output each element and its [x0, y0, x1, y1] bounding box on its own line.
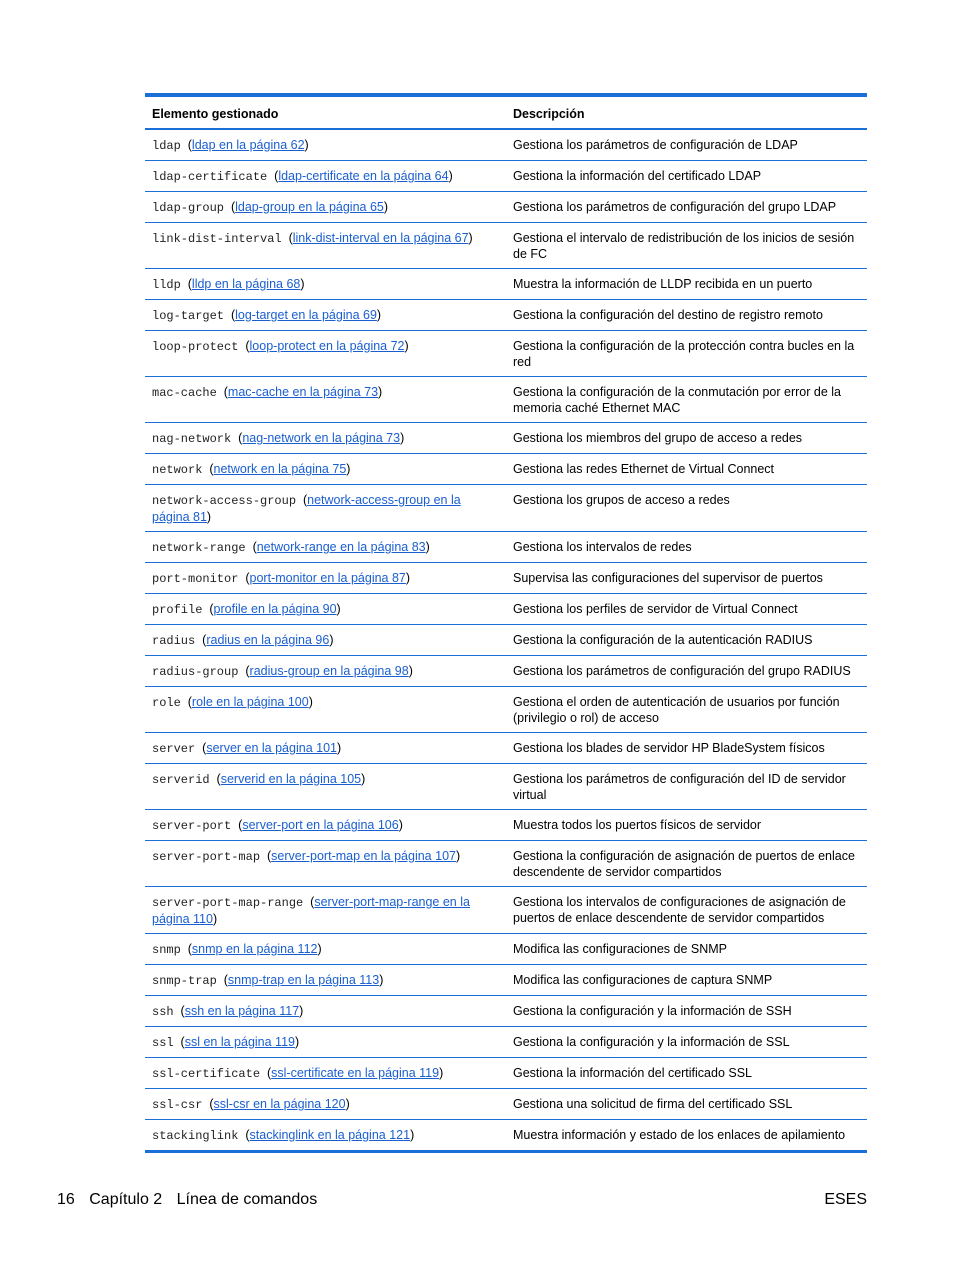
description-cell: Supervisa las configuraciones del supervisor de puertos	[513, 571, 823, 585]
paren-open: (	[296, 493, 308, 507]
paren-open: (	[180, 277, 192, 291]
page-reference-link[interactable]: radius-group en la página 98	[249, 664, 409, 678]
command-name: ldap	[152, 139, 181, 153]
description-cell: Modifica las configuraciones de captura SNMP	[513, 973, 773, 987]
command-name: link-dist-interval	[152, 232, 282, 246]
managed-element-cell	[145, 377, 506, 423]
paren-open: (	[173, 1035, 185, 1049]
page-reference-link[interactable]: ldap-group en la página 65	[235, 200, 384, 214]
page-reference-link[interactable]: snmp en la página 112	[191, 942, 318, 956]
page-reference-link[interactable]: loop-protect en la página 72	[249, 339, 405, 353]
table-row	[145, 331, 867, 377]
command-name: radius-group	[152, 665, 239, 679]
page-reference-link[interactable]: network-access-group en la página 81	[152, 493, 461, 524]
table-row	[145, 1089, 867, 1120]
paren-close: )	[212, 912, 218, 926]
description-cell: Gestiona la configuración de la protección contra bucles en la red	[513, 339, 855, 369]
description-cell: Muestra todos los puertos físicos de servidor	[513, 818, 762, 832]
command-name: role	[152, 696, 181, 710]
description-cell: Gestiona los parámetros de configuración del grupo LDAP	[513, 200, 837, 214]
table-row	[145, 1120, 867, 1152]
managed-element-cell	[145, 1027, 506, 1058]
paren-open: (	[238, 664, 250, 678]
table-row	[145, 161, 867, 192]
paren-close: )	[404, 339, 409, 353]
description-cell: Gestiona los parámetros de configuración del grupo RADIUS	[513, 664, 851, 678]
paren-close: )	[405, 571, 411, 585]
command-name: port-monitor	[152, 572, 239, 586]
paren-open: (	[224, 200, 236, 214]
page-reference-link[interactable]: ssl-csr en la página 120	[213, 1097, 346, 1111]
paren-close: )	[304, 138, 309, 152]
paren-open: (	[195, 741, 207, 755]
paren-close: )	[300, 277, 305, 291]
paren-close: )	[398, 818, 403, 832]
command-name: snmp	[152, 943, 181, 957]
command-name: ssl-csr	[152, 1098, 203, 1112]
managed-element-cell	[145, 223, 506, 269]
paren-close: )	[336, 741, 342, 755]
managed-element-cell	[145, 841, 506, 887]
paren-close: )	[206, 510, 212, 524]
managed-element-cell	[145, 733, 506, 764]
page-reference-link[interactable]: snmp-trap en la página 113	[227, 973, 380, 987]
table-row	[145, 485, 867, 532]
table-row	[145, 625, 867, 656]
description-cell: Gestiona la configuración de asignación de puertos de enlace descendente de servidor compartidos	[513, 849, 855, 879]
command-name: mac-cache	[152, 386, 217, 400]
description-cell: Gestiona la configuración y la información de SSL	[513, 1035, 790, 1049]
description-cell: Gestiona los blades de servidor HP BladeSystem físicos	[513, 741, 825, 755]
paren-close: )	[408, 664, 413, 678]
page-reference-link[interactable]: mac-cache en la página 73	[227, 385, 379, 399]
paren-open: (	[231, 431, 243, 445]
table-row	[145, 1058, 867, 1089]
command-name: ssh	[152, 1005, 174, 1019]
paren-close: )	[295, 1035, 300, 1049]
managed-element-cell	[145, 563, 506, 594]
page-number: 16	[57, 1191, 75, 1208]
command-name: profile	[152, 603, 203, 617]
managed-element-cell	[145, 656, 506, 687]
paren-open: (	[216, 973, 228, 987]
table-row	[145, 454, 867, 485]
table-row	[145, 687, 867, 733]
description-cell: Modifica las configuraciones de SNMP	[513, 942, 727, 956]
managed-element-cell	[145, 1058, 506, 1089]
table-header-row	[145, 95, 867, 129]
paren-open: (	[238, 571, 250, 585]
managed-element-cell	[145, 485, 506, 532]
paren-close: )	[439, 1066, 444, 1080]
managed-element-cell	[145, 423, 506, 454]
table-row	[145, 1027, 867, 1058]
managed-element-cell	[145, 161, 506, 192]
table-row	[145, 996, 867, 1027]
table-row	[145, 300, 867, 331]
table-row	[145, 223, 867, 269]
paren-close: )	[400, 431, 405, 445]
command-name: loop-protect	[152, 340, 239, 354]
description-cell: Gestiona los miembros del grupo de acceso a redes	[513, 431, 803, 445]
paren-open: (	[202, 1097, 214, 1111]
chapter-label: Capítulo 2	[89, 1191, 163, 1208]
command-name: radius	[152, 634, 196, 648]
header-element: Elemento gestionado	[152, 107, 279, 121]
managed-element-cell	[145, 300, 506, 331]
paren-close: )	[361, 772, 366, 786]
paren-close: )	[425, 540, 430, 554]
page-reference-link[interactable]: network-range en la página 83	[256, 540, 426, 554]
locale-label: ESES	[824, 1191, 867, 1208]
table-row	[145, 532, 867, 563]
description-cell: Gestiona los parámetros de configuración del ID de servidor virtual	[513, 772, 846, 802]
description-cell: Gestiona la configuración del destino de registro remoto	[513, 308, 823, 322]
paren-open: (	[267, 169, 279, 183]
page-reference-link[interactable]: port-monitor en la página 87	[249, 571, 406, 585]
page-reference-link[interactable]: link-dist-interval en la página 67	[292, 231, 469, 245]
managed-element-cell	[145, 996, 506, 1027]
description-cell: Gestiona las redes Ethernet de Virtual Connect	[513, 462, 775, 476]
paren-open: (	[260, 849, 272, 863]
command-name: server-port-map-range	[152, 896, 304, 910]
description-cell: Gestiona los perfiles de servidor de Virtual Connect	[513, 602, 798, 616]
page-reference-link[interactable]: server-port-map en la página 107	[271, 849, 456, 863]
page-reference-link[interactable]: server-port en la página 106	[242, 818, 399, 832]
description-cell: Gestiona una solicitud de firma del certificado SSL	[513, 1097, 793, 1111]
paren-close: )	[299, 1004, 304, 1018]
command-name: stackinglink	[152, 1129, 239, 1143]
description-cell: Gestiona la configuración de la autenticación RADIUS	[513, 633, 813, 647]
paren-open: (	[195, 633, 207, 647]
table-row	[145, 269, 867, 300]
command-name: network-range	[152, 541, 246, 555]
page-footer	[57, 1191, 327, 1209]
paren-close: )	[346, 462, 351, 476]
command-name: server	[152, 742, 196, 756]
table-row	[145, 656, 867, 687]
paren-open: (	[180, 942, 192, 956]
managed-element-cell	[145, 269, 506, 300]
table-row	[145, 887, 867, 934]
paren-open: (	[202, 462, 214, 476]
paren-close: )	[383, 200, 389, 214]
table-row	[145, 733, 867, 764]
table-row	[145, 129, 867, 161]
managed-element-cell	[145, 1089, 506, 1120]
table-row	[145, 423, 867, 454]
paren-close: )	[410, 1128, 415, 1142]
page-reference-link[interactable]: ssl-certificate en la página 119	[271, 1066, 440, 1080]
command-name: log-target	[152, 309, 225, 323]
page-reference-link[interactable]: server en la página 101	[206, 741, 337, 755]
managed-element-cell	[145, 764, 506, 810]
managed-element-cell	[145, 887, 506, 934]
command-name: ssl	[152, 1036, 174, 1050]
command-name: ldap-group	[152, 201, 225, 215]
paren-open: (	[260, 1066, 272, 1080]
header-description: Descripción	[513, 107, 585, 121]
page-reference-link[interactable]: stackinglink en la página 121	[249, 1128, 411, 1142]
table-row	[145, 563, 867, 594]
managed-element-cell	[145, 1120, 506, 1152]
paren-close: )	[455, 849, 461, 863]
managed-element-cell	[145, 810, 506, 841]
command-name: snmp-trap	[152, 974, 217, 988]
description-cell: Gestiona la configuración de la conmutación por error de la memoria caché Ethernet MAC	[513, 385, 841, 415]
paren-open: (	[216, 385, 228, 399]
page-reference-link[interactable]: log-target en la página 69	[235, 308, 377, 322]
table-row	[145, 192, 867, 223]
page-reference-link[interactable]: network en la página 75	[213, 462, 347, 476]
description-cell: Gestiona la configuración y la información de SSH	[513, 1004, 792, 1018]
paren-open: (	[173, 1004, 185, 1018]
description-cell: Gestiona la información del certificado LDAP	[513, 169, 762, 183]
description-cell: Muestra la información de LLDP recibida en un puerto	[513, 277, 813, 291]
managed-element-cell	[145, 687, 506, 733]
paren-open: (	[238, 339, 250, 353]
table-row	[145, 377, 867, 423]
managed-element-cell	[145, 192, 506, 223]
table-row	[145, 841, 867, 887]
managed-element-cell	[145, 965, 506, 996]
paren-open: (	[238, 1128, 250, 1142]
command-name: serverid	[152, 773, 210, 787]
paren-close: )	[329, 633, 334, 647]
page-reference-link[interactable]: ssl en la página 119	[184, 1035, 295, 1049]
paren-open: (	[224, 308, 236, 322]
paren-open: (	[231, 818, 243, 832]
description-cell: Gestiona los parámetros de configuración de LDAP	[513, 138, 798, 152]
page-reference-link[interactable]: serverid en la página 105	[220, 772, 362, 786]
paren-close: )	[345, 1097, 350, 1111]
command-name: ldap-certificate	[152, 170, 268, 184]
description-cell: Gestiona los intervalos de redes	[513, 540, 692, 554]
paren-close: )	[448, 169, 453, 183]
page-reference-link[interactable]: ldap-certificate en la página 64	[278, 169, 449, 183]
page-reference-link[interactable]: server-port-map-range en la página 110	[152, 895, 470, 926]
paren-close: )	[317, 942, 322, 956]
paren-open: (	[202, 602, 214, 616]
paren-open: (	[180, 138, 192, 152]
table-row	[145, 810, 867, 841]
managed-element-cell	[145, 129, 506, 161]
page-reference-link[interactable]: ssh en la página 117	[184, 1004, 300, 1018]
managed-element-cell	[145, 454, 506, 485]
command-name: nag-network	[152, 432, 232, 446]
command-name: ssl-certificate	[152, 1067, 261, 1081]
paren-close: )	[336, 602, 341, 616]
page-reference-link[interactable]: profile en la página 90	[213, 602, 337, 616]
command-table	[145, 93, 867, 1153]
command-name: lldp	[152, 278, 181, 292]
table-row	[145, 594, 867, 625]
page-reference-link[interactable]: nag-network en la página 73	[242, 431, 401, 445]
command-name: server-port	[152, 819, 232, 833]
paren-close: )	[376, 308, 382, 322]
paren-open: (	[245, 540, 257, 554]
table-row	[145, 764, 867, 810]
managed-element-cell	[145, 594, 506, 625]
command-name: server-port-map	[152, 850, 261, 864]
paren-close: )	[308, 695, 313, 709]
managed-element-cell	[145, 331, 506, 377]
chapter-title: Línea de comandos	[176, 1191, 318, 1208]
managed-element-cell	[145, 532, 506, 563]
managed-element-cell	[145, 625, 506, 656]
paren-close: )	[468, 231, 473, 245]
description-cell: Gestiona los grupos de acceso a redes	[513, 493, 730, 507]
paren-open: (	[303, 895, 315, 909]
command-name: network	[152, 463, 203, 477]
page-reference-link[interactable]: role en la página 100	[191, 695, 309, 709]
page-reference-link[interactable]: lldp en la página 68	[191, 277, 301, 291]
page-reference-link[interactable]: radius en la página 96	[206, 633, 330, 647]
description-cell: Gestiona los intervalos de configuraciones de asignación de puertos de enlace descendente de servidor compartidos	[513, 895, 846, 925]
paren-open: (	[209, 772, 221, 786]
paren-close: )	[378, 385, 383, 399]
description-cell: Gestiona la información del certificado SSL	[513, 1066, 753, 1080]
page-reference-link[interactable]: ldap en la página 62	[191, 138, 305, 152]
table-row	[145, 965, 867, 996]
paren-open: (	[180, 695, 192, 709]
command-table-container	[145, 93, 867, 1153]
managed-element-cell	[145, 934, 506, 965]
table-row	[145, 934, 867, 965]
description-cell: Muestra información y estado de los enlaces de apilamiento	[513, 1128, 846, 1142]
paren-open: (	[281, 231, 293, 245]
paren-close: )	[379, 973, 384, 987]
description-cell: Gestiona el orden de autenticación de usuarios por función (privilegio o rol) de acceso	[513, 695, 840, 725]
command-name: network-access-group	[152, 494, 297, 508]
description-cell: Gestiona el intervalo de redistribución de los inicios de sesión de FC	[513, 231, 855, 261]
